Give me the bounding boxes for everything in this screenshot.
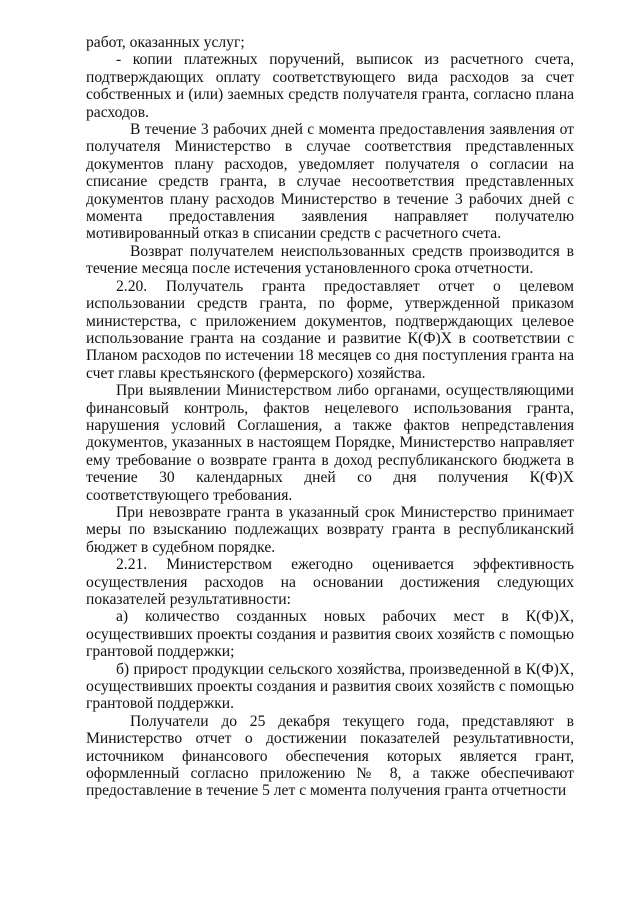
- paragraph-recipients-report: Получатели до 25 декабря текущего года, представляют в Министерство отчет о достижении показателей результативности, источником финансового обеспечения которых является грант, оформленный согласно приложению № 8, а также обеспечивают предоставление в течение 5 лет с момента получения гранта отчетности: [86, 712, 574, 800]
- paragraph-violations: При выявлении Министерством либо органами, осуществляющими финансовый контроль, фактов нецелевого использования гранта, нарушения условий Соглашения, а также фактов непредставления документов, указанных в настоящем Порядке, Министерство направляет ему требование о возврате гранта в доход республиканского бюджета в течение 30 календарных дней со дня получения К(Ф)Х соответствующего требования.: [86, 382, 574, 504]
- paragraph-2-21: 2.21. Министерством ежегодно оценивается эффективность осуществления расходов на основании достижения следующих показателей результативности:: [86, 556, 574, 608]
- paragraph-indicator-b: б) прирост продукции сельского хозяйства, произведенной в К(Ф)Х, осуществивших проекты создания и развития своих хозяйств с помощью грантовой поддержки.: [86, 660, 574, 713]
- paragraph-three-days: В течение 3 рабочих дней с момента предоставления заявления от получателя Министерство в случае соответствия представленных документов плану расходов, уведомляет получателя о согласии на списание средств гранта, в случае несоответствия представленных документов плану расходов Министерство в течение 3 рабочих дней с момента предоставления заявления направляет получателю мотивированный отказ в списании средств с расчетного счета.: [86, 121, 574, 243]
- paragraph-payment-copies: - копии платежных поручений, выписок из расчетного счета, подтверждающих оплату соответствующего вида расходов за счет собственных и (или) заемных средств получателя гранта, согласно плана расходов.: [86, 51, 574, 121]
- paragraph-non-return: При невозврате гранта в указанный срок Министерство принимает меры по взысканию подлежащих возврату гранта в республиканский бюджет в судебном порядке.: [86, 503, 574, 556]
- paragraph-2-20: 2.20. Получатель гранта предоставляет отчет о целевом использовании средств гранта, по форме, утвержденной приказом министерства, с приложением документов, подтверждающих целевое использование гранта на создание и развитие К(Ф)Х в соответствии с Планом расходов по истечении 18 месяцев со дня поступления гранта на счет главы крестьянского (фермерского) хозяйства.: [86, 277, 574, 382]
- paragraph-refund: Возврат получателем неиспользованных средств производится в течение месяца после истечения установленного срока отчетности.: [86, 242, 574, 278]
- paragraph-continuation: работ, оказанных услуг;: [86, 34, 245, 51]
- paragraph-indicator-a: а) количество созданных новых рабочих мест в К(Ф)Х, осуществивших проекты создания и развития своих хозяйств с помощью грантовой поддержки;: [86, 608, 574, 661]
